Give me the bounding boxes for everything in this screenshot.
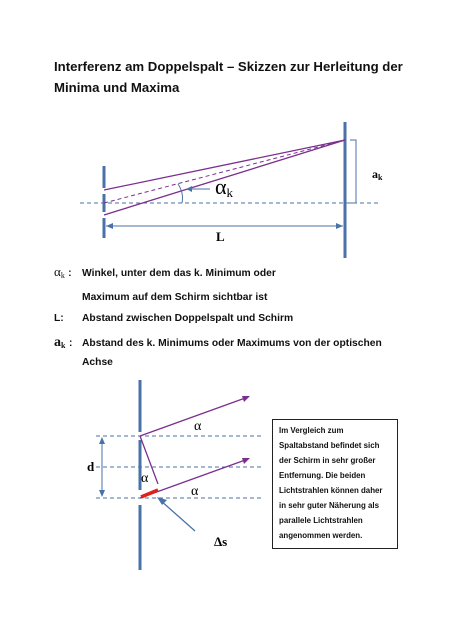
definition-symbol-L: L: — [54, 313, 64, 324]
alpha-label-top: α — [194, 419, 202, 434]
angle-label: αk — [215, 174, 234, 200]
info-line: der Schirm in sehr großer — [279, 456, 376, 465]
d-arrow-top — [99, 437, 105, 444]
alpha-label-bottom: α — [191, 484, 199, 499]
title-line-2: Minima und Maxima — [54, 80, 180, 95]
offset-label: ak — [372, 167, 383, 182]
info-line: angenommen werden. — [279, 531, 363, 540]
info-box — [272, 419, 398, 549]
path-difference-segment — [141, 490, 158, 497]
offset-bracket — [350, 140, 356, 203]
definition-L-line-1: Abstand zwischen Doppelspalt und Schirm — [82, 313, 294, 324]
definition-alpha-line-2: Maximum auf dem Schirm sichtbar ist — [82, 292, 268, 303]
definition-symbol-alpha: $\alpha_k$ : — [54, 264, 72, 280]
angle-pointer-head — [186, 186, 192, 192]
info-line: Lichtstrahlen können daher — [279, 486, 383, 495]
distance-L-arrow-left — [106, 223, 113, 229]
info-line: Spaltabstand befindet sich — [279, 441, 380, 450]
delta-s-pointer — [160, 500, 195, 531]
figure2-ray-lower-head — [242, 458, 250, 464]
info-line: Entfernung. Die beiden — [279, 471, 366, 480]
title-line-1: Interferenz am Doppelspalt – Skizzen zur Herleitung der — [54, 59, 403, 74]
definition-alpha-line-1: Winkel, unter dem das k. Minimum oder — [82, 268, 276, 279]
d-label: d — [87, 459, 95, 474]
distance-L-arrow-right — [336, 223, 343, 229]
definition-text-L — [82, 309, 412, 328]
definition-symbol-a: $a_k$ : — [54, 335, 73, 350]
definition-text-a — [82, 334, 412, 372]
definition-a-line-2: Achse — [82, 357, 113, 368]
figure2-ray-upper-head — [242, 396, 250, 402]
angle-arc — [178, 184, 183, 203]
distance-L-label: L — [216, 229, 225, 244]
delta-s-label: Δs — [214, 534, 228, 549]
info-line: Im Vergleich zum — [279, 426, 344, 435]
alpha-label-inner: α — [141, 471, 149, 486]
d-arrow-bottom — [99, 490, 105, 497]
info-line: in sehr guter Näherung als — [279, 501, 379, 510]
info-line: parallele Lichtstrahlen — [279, 516, 363, 525]
definition-text-alpha — [82, 264, 412, 307]
definition-a-line-1: Abstand des k. Minimums oder Maximums von der optischen — [82, 338, 382, 349]
